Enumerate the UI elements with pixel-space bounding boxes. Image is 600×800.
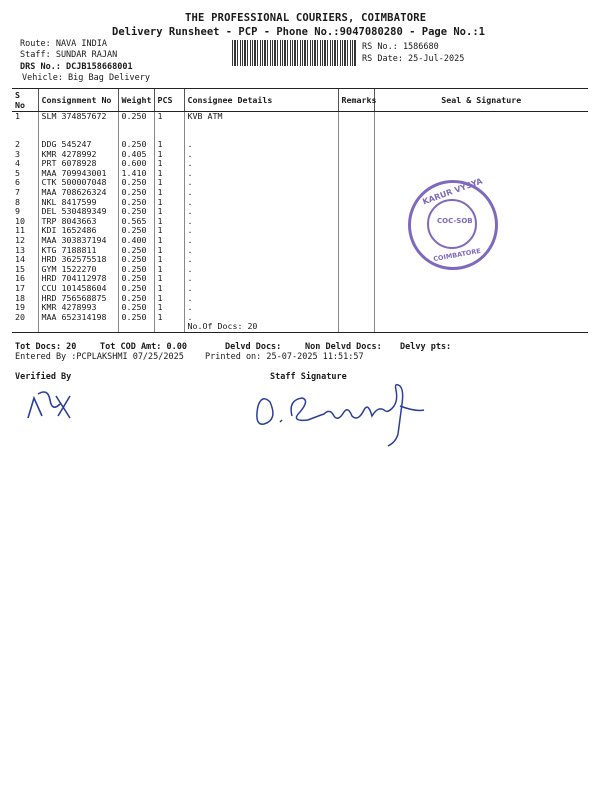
- company-title: THE PROFESSIONAL COURIERS, COIMBATORE: [185, 12, 427, 24]
- entered-by: Entered By :PCPLAKSHMI 07/25/2025: [15, 352, 184, 362]
- cell-remarks: [338, 265, 374, 275]
- table-body: [12, 112, 588, 333]
- cell-remarks: [338, 303, 374, 313]
- cell-sno: 17: [15, 282, 25, 293]
- cell-consignment-no: SLM 374857672: [38, 112, 118, 141]
- cell-remarks: [338, 198, 374, 208]
- cell-sno: 10: [15, 215, 25, 226]
- staff-signature: [248, 376, 438, 451]
- cell-weight: 0.250: [118, 284, 154, 294]
- verified-by-label: Verified By: [15, 372, 72, 382]
- cell-consignee-details: .: [184, 159, 338, 169]
- cell-remarks: [338, 207, 374, 217]
- cell-remarks: [338, 159, 374, 169]
- table-row: [12, 255, 588, 265]
- cell-remarks: [338, 226, 374, 236]
- col-header-weight: Weight: [118, 89, 154, 112]
- cell-pcs: 1: [154, 246, 184, 256]
- cell-sno: 1: [15, 111, 20, 121]
- rs-date: RS Date: 25-Jul-2025: [362, 54, 465, 64]
- staff-signature-label: Staff Signature: [270, 372, 347, 382]
- table-row: [12, 188, 588, 198]
- cell-pcs: 1: [154, 188, 184, 198]
- staff-label: Staff: SUNDAR RAJAN: [20, 50, 118, 60]
- cell-consignee-details: .: [184, 226, 338, 236]
- cell-pcs: 1: [154, 150, 184, 160]
- cell-pcs: 1: [154, 265, 184, 275]
- table-header-row: [12, 89, 588, 112]
- cell-pcs: 1: [154, 236, 184, 246]
- cell-consignee-details: .: [184, 303, 338, 313]
- table-row: [12, 207, 588, 217]
- cell-weight: 0.565: [118, 217, 154, 227]
- cell-consignment-no: MAA 708626324: [38, 188, 118, 198]
- cell-consignment-no: HRD 704112978: [38, 274, 118, 284]
- cell-pcs: 1: [154, 313, 184, 323]
- cell-pcs: 1: [154, 112, 184, 141]
- col-header-consignee: Consignee Details: [184, 89, 338, 112]
- non-delivered-docs: Non Delvd Docs:: [305, 342, 382, 352]
- cell-pcs: 1: [154, 169, 184, 179]
- vehicle-label: Vehicle: Big Bag Delivery: [22, 73, 150, 83]
- cell-consignment-no: MAA 652314198: [38, 313, 118, 323]
- cell-sno: 19: [15, 302, 25, 313]
- runsheet-table: [12, 88, 588, 333]
- cell-weight: 0.250: [118, 140, 154, 150]
- printed-on: Printed on: 25-07-2025 11:51:57: [205, 352, 364, 362]
- cell-weight: 0.405: [118, 150, 154, 160]
- cell-sno: 13: [15, 244, 25, 255]
- cell-remarks: [338, 169, 374, 179]
- total-docs: Tot Docs: 20: [15, 342, 77, 352]
- cell-pcs: 1: [154, 294, 184, 304]
- cell-seal-signature: [374, 284, 588, 294]
- col-header-pcs: PCS: [154, 89, 184, 112]
- cell-weight: 0.250: [118, 274, 154, 284]
- cell-pcs: 1: [154, 207, 184, 217]
- cell-weight: 0.250: [118, 198, 154, 208]
- cell-sno: 16: [15, 273, 25, 284]
- cell-remarks: [338, 188, 374, 198]
- cell-remarks: [338, 140, 374, 150]
- cell-consignment-no: HRD 362575518: [38, 255, 118, 265]
- cell-consignment-no: MAA 709943001: [38, 169, 118, 179]
- cell-sno: 5: [15, 167, 20, 178]
- cell-seal-signature: [374, 274, 588, 284]
- cell-seal-signature: [374, 159, 588, 169]
- cell-consignee-details: .: [184, 178, 338, 188]
- cell-pcs: 1: [154, 255, 184, 265]
- cell-weight: 0.250: [118, 207, 154, 217]
- cell-remarks: [338, 178, 374, 188]
- cell-weight: 0.250: [118, 112, 154, 141]
- summary-empty-cell: [38, 322, 118, 332]
- table-row: [12, 294, 588, 304]
- cell-consignee-details: .: [184, 255, 338, 265]
- cell-consignment-no: NKL 8417599: [38, 198, 118, 208]
- cell-consignment-no: TRP 8043663: [38, 217, 118, 227]
- table-row: [12, 140, 588, 150]
- cell-consignee-details: .: [184, 265, 338, 275]
- cell-seal-signature: [374, 140, 588, 150]
- cell-pcs: 1: [154, 198, 184, 208]
- cell-consignee-details: .: [184, 169, 338, 179]
- cell-weight: 0.400: [118, 236, 154, 246]
- cell-sno: 11: [15, 225, 25, 236]
- table-row: [12, 313, 588, 323]
- runsheet-title: Delivery Runsheet - PCP - Phone No.:9047080280 - Page No.:1: [112, 26, 485, 38]
- cell-remarks: [338, 236, 374, 246]
- cell-weight: 0.250: [118, 188, 154, 198]
- table-row: [12, 150, 588, 160]
- cell-sno: 8: [15, 196, 20, 207]
- route-label: Route: NAVA INDIA: [20, 39, 107, 49]
- cell-consignment-no: MAA 303837194: [38, 236, 118, 246]
- cell-pcs: 1: [154, 140, 184, 150]
- table-row: [12, 112, 588, 141]
- cell-consignee-details: KVB ATM: [184, 112, 338, 141]
- barcode-image: [232, 40, 356, 66]
- summary-empty-cell: [12, 322, 38, 332]
- cell-seal-signature: [374, 313, 588, 323]
- cell-consignee-details: .: [184, 313, 338, 323]
- no-of-docs: No.Of Docs: 20: [184, 322, 338, 332]
- cell-remarks: [338, 255, 374, 265]
- cell-sno: 20: [15, 311, 25, 322]
- cell-consignee-details: .: [184, 274, 338, 284]
- total-cod-amount: Tot COD Amt: 0.00: [100, 342, 187, 352]
- cell-weight: 1.410: [118, 169, 154, 179]
- cell-remarks: [338, 150, 374, 160]
- cell-seal-signature: [374, 265, 588, 275]
- cell-remarks: [338, 246, 374, 256]
- table-summary-row: [12, 322, 588, 332]
- cell-consignment-no: DEL 530489349: [38, 207, 118, 217]
- bank-seal-stamp: KARUR VYSYA COC-SOB COIMBATORE: [408, 180, 498, 270]
- cell-weight: 0.250: [118, 313, 154, 323]
- cell-weight: 0.250: [118, 294, 154, 304]
- cell-sno: 15: [15, 263, 25, 274]
- cell-weight: 0.250: [118, 265, 154, 275]
- col-header-consignment: Consignment No: [38, 89, 118, 112]
- cell-pcs: 1: [154, 303, 184, 313]
- verifier-signature: [20, 386, 80, 426]
- delivery-points: Delvy pts:: [400, 342, 452, 352]
- cell-consignment-no: GYM 1522270: [38, 265, 118, 275]
- cell-consignee-details: .: [184, 236, 338, 246]
- cell-pcs: 1: [154, 284, 184, 294]
- cell-remarks: [338, 294, 374, 304]
- cell-remarks: [338, 313, 374, 323]
- cell-remarks: [338, 217, 374, 227]
- cell-seal-signature: [374, 150, 588, 160]
- cell-pcs: 1: [154, 178, 184, 188]
- cell-consignment-no: CCU 101458604: [38, 284, 118, 294]
- col-header-sno: S No: [12, 89, 38, 112]
- cell-weight: 0.600: [118, 159, 154, 169]
- cell-sno: 4: [15, 158, 20, 169]
- cell-consignment-no: PRT 6078928: [38, 159, 118, 169]
- cell-pcs: 1: [154, 159, 184, 169]
- cell-sno: 12: [15, 234, 25, 245]
- table-row: [12, 217, 588, 227]
- cell-consignment-no: KTG 7188811: [38, 246, 118, 256]
- cell-sno: 18: [15, 292, 25, 303]
- cell-consignee-details: .: [184, 207, 338, 217]
- rs-number: RS No.: 1586680: [362, 42, 439, 52]
- cell-consignment-no: KMR 4278993: [38, 303, 118, 313]
- cell-sno: 9: [15, 206, 20, 217]
- cell-seal-signature: [374, 303, 588, 313]
- cell-remarks: [338, 112, 374, 141]
- cell-consignment-no: KMR 4278992: [38, 150, 118, 160]
- cell-weight: 0.250: [118, 226, 154, 236]
- cell-pcs: 1: [154, 226, 184, 236]
- cell-consignee-details: .: [184, 140, 338, 150]
- cell-sno: 6: [15, 177, 20, 188]
- delivered-docs: Delvd Docs:: [225, 342, 282, 352]
- cell-sno: 14: [15, 254, 25, 265]
- cell-pcs: 1: [154, 274, 184, 284]
- cell-consignment-no: CTK 500007048: [38, 178, 118, 188]
- cell-remarks: [338, 284, 374, 294]
- cell-consignee-details: .: [184, 217, 338, 227]
- cell-weight: 0.250: [118, 303, 154, 313]
- cell-consignee-details: .: [184, 246, 338, 256]
- cell-consignment-no: HRD 756568875: [38, 294, 118, 304]
- summary-empty-cell: [118, 322, 154, 332]
- cell-weight: 0.250: [118, 178, 154, 188]
- cell-weight: 0.250: [118, 246, 154, 256]
- summary-empty-cell: [338, 322, 374, 332]
- cell-pcs: 1: [154, 217, 184, 227]
- drs-number: DRS No.: DCJB158668001: [20, 62, 133, 72]
- col-header-remarks: Remarks: [338, 89, 374, 112]
- cell-consignee-details: .: [184, 150, 338, 160]
- cell-sno: 7: [15, 186, 20, 197]
- cell-sno: 2: [15, 139, 20, 149]
- cell-seal-signature: [374, 112, 588, 141]
- cell-seal-signature: [374, 294, 588, 304]
- cell-consignee-details: .: [184, 188, 338, 198]
- col-header-seal: Seal & Signature: [374, 89, 588, 112]
- summary-empty-cell: [374, 322, 588, 332]
- table-row: [12, 236, 588, 246]
- summary-empty-cell: [154, 322, 184, 332]
- cell-weight: 0.250: [118, 255, 154, 265]
- cell-consignment-no: DDG 545247: [38, 140, 118, 150]
- cell-consignee-details: .: [184, 198, 338, 208]
- cell-consignment-no: KDI 1652486: [38, 226, 118, 236]
- cell-remarks: [338, 274, 374, 284]
- cell-consignee-details: .: [184, 284, 338, 294]
- cell-consignee-details: .: [184, 294, 338, 304]
- cell-sno: 3: [15, 148, 20, 159]
